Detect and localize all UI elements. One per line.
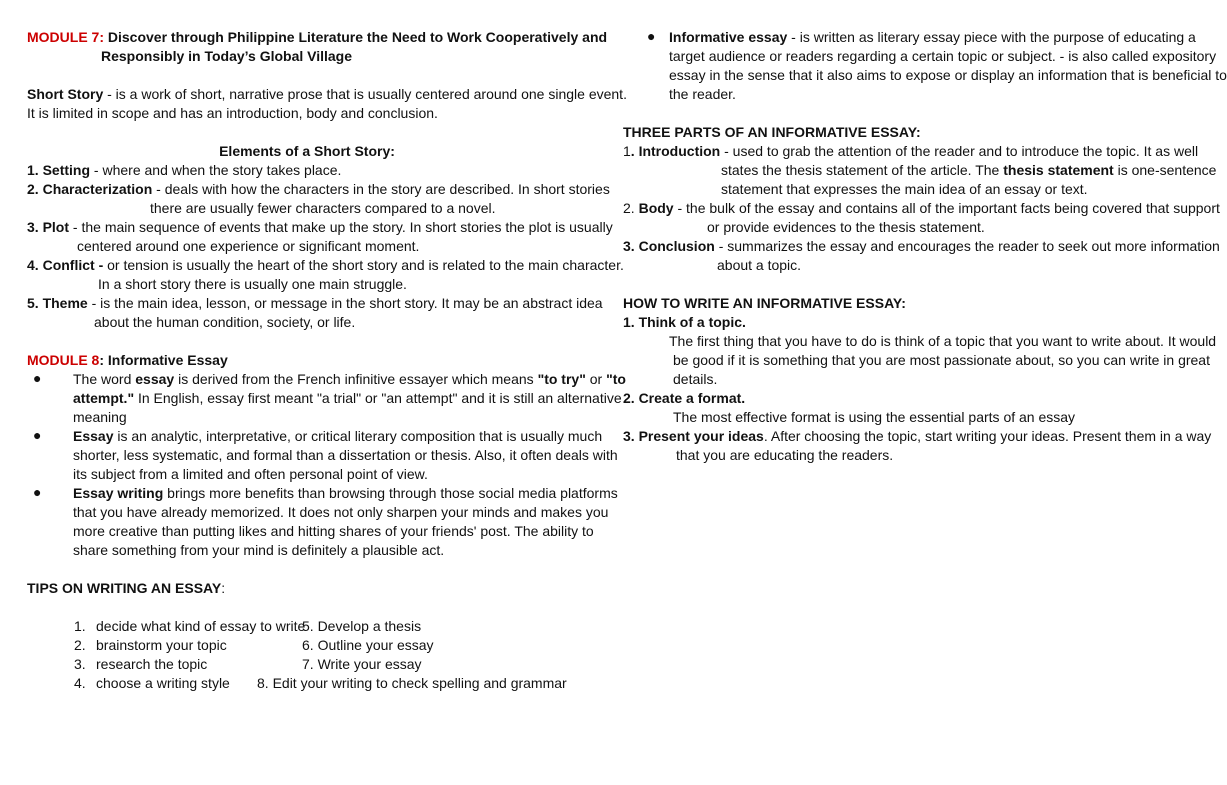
- element-text: - the main sequence of events that make up the story. In short stories the plot is usually: [69, 219, 613, 235]
- element-text: - where and when the story takes place.: [90, 162, 342, 178]
- step-title: 2. Create a format.: [623, 390, 746, 406]
- tips-row: [27, 617, 587, 636]
- text-run: - used to grab the attention of the reader and to introduce the topic. It as well: [720, 143, 1199, 159]
- text-run: 3.: [623, 238, 639, 254]
- element-term: Theme: [42, 295, 88, 311]
- element-term: Conflict -: [42, 257, 104, 273]
- element-text: - deals with how the characters in the story are described. In short stories: [152, 181, 610, 197]
- element-plot: [27, 218, 613, 237]
- step-text: that you are educating the readers.: [676, 447, 894, 463]
- bullet-icon: ●: [647, 28, 656, 44]
- bullet-line: share something from your mind is definitely a plausible act.: [73, 542, 445, 558]
- part-body: [623, 199, 1220, 218]
- element-plot-cont: centered around one experience or significant moment.: [77, 238, 420, 254]
- tips-item: 6. Outline your essay: [302, 637, 434, 653]
- element-term: Setting: [42, 162, 91, 178]
- text-run: attempt.": [73, 390, 135, 406]
- element-characterization: [27, 180, 610, 199]
- tips-row: [27, 674, 587, 693]
- element-num: 1.: [27, 162, 43, 178]
- element-text: - is the main idea, lesson, or message in the short story. It may be an abstract idea: [87, 295, 603, 311]
- element-conflict-cont: In a short story there is usually one main struggle.: [98, 276, 407, 292]
- part-body-cont: or provide evidences to the thesis statement.: [707, 219, 985, 235]
- text-run: "to: [606, 371, 626, 387]
- module8-heading: [27, 351, 587, 370]
- step-title: 3. Present your ideas: [623, 428, 764, 444]
- element-theme: [27, 294, 603, 313]
- bullet-icon: ●: [33, 370, 42, 386]
- module8-label: MODULE 8: [27, 352, 100, 368]
- module7-label: MODULE 7:: [27, 29, 104, 45]
- tips-heading-text: TIPS ON WRITING AN ESSAY: [27, 580, 222, 596]
- tips-num: 2.: [74, 637, 86, 653]
- bullet-line: more creative than putting likes and hitting shares of your friends' post. The ability to: [73, 523, 594, 539]
- bullet-line: [73, 427, 603, 446]
- step-text: . After choosing the topic, start writing your ideas. Present them in a way: [763, 428, 1212, 444]
- element-characterization-cont: there are usually fewer characters compared to a novel.: [150, 200, 496, 216]
- text-run: - is written as literary essay piece with the purpose of educating a: [787, 29, 1196, 45]
- text-run: brings more benefits than browsing through those social media platforms: [163, 485, 618, 501]
- element-setting: [27, 161, 587, 180]
- tips-item: 7. Write your essay: [302, 656, 422, 672]
- element-num: 2.: [27, 181, 43, 197]
- step-text: The first thing that you have to do is think of a topic that you want to write about. It would: [669, 333, 1217, 349]
- part-conclusion-cont: about a topic.: [717, 257, 802, 273]
- text-run: thesis statement: [1003, 162, 1114, 178]
- element-text: or tension is usually the heart of the short story and is related to the main character.: [103, 257, 624, 273]
- short-story-definition-cont: It is limited in scope and has an introduction, body and conclusion.: [27, 105, 438, 121]
- tips-num: 1.: [74, 618, 86, 634]
- tips-heading-colon: :: [221, 580, 226, 596]
- text-run: . Introduction: [630, 143, 721, 159]
- bullet-icon: ●: [33, 427, 42, 443]
- text-run: Essay: [73, 428, 114, 444]
- element-conflict: [27, 256, 624, 275]
- part-introduction-cont: statement that expresses the main idea of an essay or text.: [721, 181, 1088, 197]
- right-column: [623, 28, 1227, 465]
- text-run: 1: [623, 143, 631, 159]
- element-num: 3.: [27, 219, 43, 235]
- text-run: "to try": [537, 371, 586, 387]
- bullet-line: [669, 28, 1196, 47]
- bullet-line: [73, 484, 618, 503]
- bullet-line: meaning: [73, 409, 127, 425]
- tips-item: decide what kind of essay to write: [96, 618, 306, 634]
- text-run: states the thesis statement of the article. The: [721, 162, 1004, 178]
- element-num: 5.: [27, 295, 43, 311]
- bullet-line: its subject from a limited and often personal point of view.: [73, 466, 428, 482]
- element-num: 4.: [27, 257, 43, 273]
- text-run: is an analytic, interpretative, or critical literary composition that is usually much: [113, 428, 603, 444]
- tips-row: [27, 636, 587, 655]
- text-run: Essay writing: [73, 485, 164, 501]
- left-column: [27, 28, 627, 693]
- text-run: essay: [135, 371, 175, 387]
- element-term: Plot: [42, 219, 70, 235]
- tips-row: [27, 655, 587, 674]
- text-run: or: [585, 371, 607, 387]
- tips-heading: [27, 579, 587, 598]
- text-run: The word: [73, 371, 136, 387]
- three-parts-heading: THREE PARTS OF AN INFORMATIVE ESSAY:: [623, 124, 921, 140]
- part-introduction-cont: [623, 161, 1217, 180]
- bullet-icon: ●: [33, 484, 42, 500]
- text-run: In English, essay first meant "a trial" or "an attempt" and it is still an alternative: [134, 390, 622, 406]
- text-run: 2.: [623, 200, 639, 216]
- tips-item: 5. Develop a thesis: [302, 618, 422, 634]
- part-introduction: [623, 142, 1199, 161]
- bullet-line: target audience or readers regarding a certain topic or subject. - is also called expository: [669, 48, 1217, 64]
- tips-item: brainstorm your topic: [96, 637, 227, 653]
- text-run: Conclusion: [638, 238, 715, 254]
- text-run: Informative essay: [669, 29, 788, 45]
- how-to-heading: HOW TO WRITE AN INFORMATIVE ESSAY:: [623, 295, 906, 311]
- bullet-line: shorter, less systematic, and formal than a dissertation or thesis. Also, it often deals with: [73, 447, 618, 463]
- element-term: Characterization: [42, 181, 153, 197]
- bullet-line: that you have already memorized. It does not only sharpen your minds and makes you: [73, 504, 609, 520]
- short-story-term: Short Story: [27, 86, 104, 102]
- step-title: 1. Think of a topic.: [623, 314, 746, 330]
- bullet-item: [27, 370, 626, 427]
- tips-num: 4.: [74, 675, 86, 691]
- tips-item: research the topic: [96, 656, 208, 672]
- step-line: [623, 427, 1212, 446]
- short-story-definition: [27, 85, 627, 104]
- tips-item: 8. Edit your writing to check spelling and grammar: [257, 675, 567, 691]
- step-text: details.: [673, 371, 718, 387]
- elements-heading: Elements of a Short Story:: [219, 143, 395, 159]
- tips-num: 3.: [74, 656, 86, 672]
- bullet-line: [73, 370, 626, 389]
- text-run: Body: [638, 200, 674, 216]
- text-run: is derived from the French infinitive essayer which means: [174, 371, 538, 387]
- text-run: - the bulk of the essay and contains all of the important facts being covered that support: [673, 200, 1220, 216]
- module8-title: : Informative Essay: [99, 352, 228, 368]
- step-text: be good if it is something that you are most passionate about, so you can write in great: [673, 352, 1210, 368]
- tips-item: choose a writing style: [96, 675, 230, 691]
- part-conclusion: [623, 237, 1220, 256]
- step-text: The most effective format is using the essential parts of an essay: [673, 409, 1076, 425]
- element-theme-cont: about the human condition, society, or life.: [94, 314, 356, 330]
- bullet-line: [73, 389, 622, 408]
- bullet-item: [623, 28, 1227, 104]
- bullet-item: [27, 427, 618, 484]
- module7-heading: [27, 28, 608, 47]
- bullet-line: the reader.: [669, 86, 736, 102]
- text-run: - summarizes the essay and encourages the reader to seek out more information: [714, 238, 1220, 254]
- bullet-item: [27, 484, 618, 560]
- module7-title: Discover through Philippine Literature the Need to Work Cooperatively and: [107, 29, 608, 45]
- short-story-text: - is a work of short, narrative prose that is usually centered around one single event.: [103, 86, 627, 102]
- text-run: is one-sentence: [1113, 162, 1217, 178]
- bullet-line: essay in the sense that it also aims to expose or display an information that is beneficial to: [669, 67, 1227, 83]
- module7-title-cont: Responsibly in Today’s Global Village: [101, 48, 353, 64]
